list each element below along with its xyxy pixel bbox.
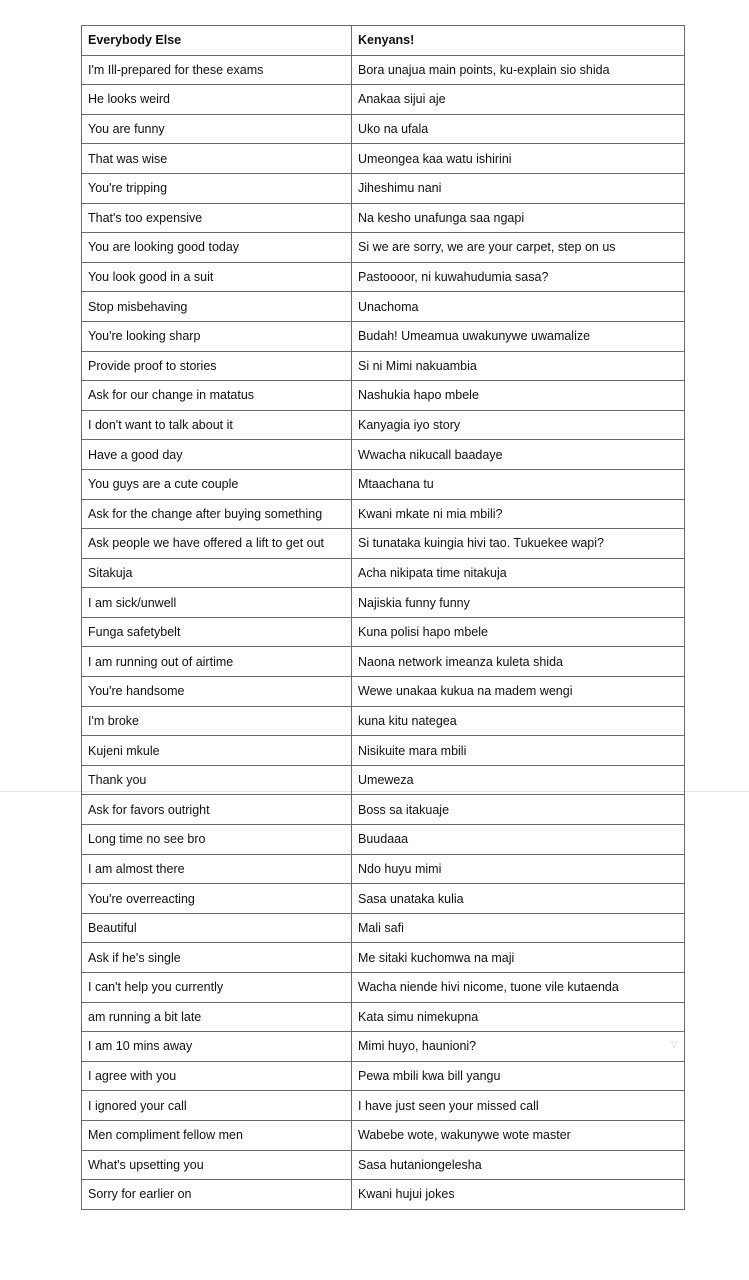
kenyans-cell: Kwani mkate ni mia mbili? <box>352 499 685 529</box>
kenyans-cell: Kata simu nimekupna <box>352 1002 685 1032</box>
everybody-else-cell: You look good in a suit <box>82 262 352 292</box>
table-row <box>82 1002 685 1032</box>
everybody-else-cell: Sorry for earlier on <box>82 1180 352 1210</box>
everybody-else-cell: Long time no see bro <box>82 825 352 855</box>
kenyans-cell: Umeongea kaa watu ishirini <box>352 144 685 174</box>
everybody-else-cell: Ask people we have offered a lift to get out <box>82 529 352 559</box>
table-row <box>82 765 685 795</box>
table-row <box>82 499 685 529</box>
table-row <box>82 795 685 825</box>
kenyans-cell: Mali safi <box>352 913 685 943</box>
kenyans-cell: Boss sa itakuaje <box>352 795 685 825</box>
kenyans-cell: Me sitaki kuchomwa na maji <box>352 943 685 973</box>
everybody-else-cell: am running a bit late <box>82 1002 352 1032</box>
everybody-else-cell: Ask if he's single <box>82 943 352 973</box>
everybody-else-cell: You're handsome <box>82 677 352 707</box>
kenyans-cell: Pewa mbili kwa bill yangu <box>352 1061 685 1091</box>
everybody-else-cell: You're tripping <box>82 173 352 203</box>
everybody-else-cell: Ask for the change after buying something <box>82 499 352 529</box>
everybody-else-cell: You're overreacting <box>82 884 352 914</box>
kenyans-cell: Si tunataka kuingia hivi tao. Tukuekee wapi? <box>352 529 685 559</box>
table-row <box>82 55 685 85</box>
everybody-else-cell: Beautiful <box>82 913 352 943</box>
everybody-else-cell: Stop misbehaving <box>82 292 352 322</box>
kenyans-cell: Anakaa sijui aje <box>352 85 685 115</box>
table-row <box>82 1150 685 1180</box>
kenyans-cell: Mtaachana tu <box>352 469 685 499</box>
kenyans-cell: Sasa hutaniongelesha <box>352 1150 685 1180</box>
kenyans-cell: Jiheshimu nani <box>352 173 685 203</box>
everybody-else-cell: I am almost there <box>82 854 352 884</box>
table-row <box>82 854 685 884</box>
table-row <box>82 558 685 588</box>
table-header-row <box>82 26 685 56</box>
table-row <box>82 321 685 351</box>
kenyans-cell: I have just seen your missed call <box>352 1091 685 1121</box>
everybody-else-cell: Kujeni mkule <box>82 736 352 766</box>
kenyans-cell: Na kesho unafunga saa ngapi <box>352 203 685 233</box>
table-row <box>82 173 685 203</box>
kenyans-cell: Wewe unakaa kukua na madem wengi <box>352 677 685 707</box>
everybody-else-cell: Sitakuja <box>82 558 352 588</box>
table-row <box>82 884 685 914</box>
everybody-else-cell: I agree with you <box>82 1061 352 1091</box>
kenyans-cell: Buudaaa <box>352 825 685 855</box>
everybody-else-cell: I am running out of airtime <box>82 647 352 677</box>
table-row <box>82 469 685 499</box>
header-kenyans: Kenyans! <box>352 26 685 56</box>
everybody-else-cell: I'm broke <box>82 706 352 736</box>
table-row <box>82 1180 685 1210</box>
header-everybody-else: Everybody Else <box>82 26 352 56</box>
kenyans-cell: Kanyagia iyo story <box>352 410 685 440</box>
everybody-else-cell: You are looking good today <box>82 233 352 263</box>
kenyans-cell: Wwacha nikucall baadaye <box>352 440 685 470</box>
kenyans-cell: Mimi huyo, haunioni? <box>352 1032 685 1062</box>
everybody-else-cell: You guys are a cute couple <box>82 469 352 499</box>
kenyans-cell: Umeweza <box>352 765 685 795</box>
kenyans-cell: Wabebe wote, wakunywe wote master <box>352 1120 685 1150</box>
cell-dropdown-indicator-icon: ▽ <box>671 1040 678 1049</box>
kenyans-cell: Pastoooor, ni kuwahudumia sasa? <box>352 262 685 292</box>
kenyans-cell: Budah! Umeamua uwakunywe uwamalize <box>352 321 685 351</box>
table-row <box>82 1091 685 1121</box>
everybody-else-cell: Thank you <box>82 765 352 795</box>
kenyans-cell: Kuna polisi hapo mbele <box>352 617 685 647</box>
table-row <box>82 1032 685 1062</box>
kenyans-cell: Si ni Mimi nakuambia <box>352 351 685 381</box>
table-row <box>82 292 685 322</box>
table-row <box>82 440 685 470</box>
everybody-else-cell: Ask for our change in matatus <box>82 381 352 411</box>
table-row <box>82 617 685 647</box>
table-row <box>82 410 685 440</box>
table-row <box>82 1120 685 1150</box>
everybody-else-cell: That's too expensive <box>82 203 352 233</box>
kenyans-cell: Naona network imeanza kuleta shida <box>352 647 685 677</box>
phrase-comparison-table <box>81 25 685 1210</box>
table-row <box>82 1061 685 1091</box>
everybody-else-cell: What's upsetting you <box>82 1150 352 1180</box>
everybody-else-cell: Men compliment fellow men <box>82 1120 352 1150</box>
table-row <box>82 706 685 736</box>
kenyans-cell: Kwani hujui jokes <box>352 1180 685 1210</box>
kenyans-cell: Nashukia hapo mbele <box>352 381 685 411</box>
kenyans-cell: Nisikuite mara mbili <box>352 736 685 766</box>
everybody-else-cell: I'm Ill-prepared for these exams <box>82 55 352 85</box>
table-row <box>82 85 685 115</box>
kenyans-cell: kuna kitu nategea <box>352 706 685 736</box>
everybody-else-cell: I don't want to talk about it <box>82 410 352 440</box>
everybody-else-cell: Ask for favors outright <box>82 795 352 825</box>
table-row <box>82 736 685 766</box>
table-row <box>82 943 685 973</box>
everybody-else-cell: I ignored your call <box>82 1091 352 1121</box>
table-row <box>82 677 685 707</box>
everybody-else-cell: Have a good day <box>82 440 352 470</box>
kenyans-cell: Acha nikipata time nitakuja <box>352 558 685 588</box>
kenyans-cell: Sasa unataka kulia <box>352 884 685 914</box>
table-row <box>82 114 685 144</box>
table-row <box>82 588 685 618</box>
table-row <box>82 973 685 1003</box>
everybody-else-cell: That was wise <box>82 144 352 174</box>
everybody-else-cell: I am 10 mins away <box>82 1032 352 1062</box>
table-body <box>82 55 685 1209</box>
everybody-else-cell: I can't help you currently <box>82 973 352 1003</box>
table-row <box>82 262 685 292</box>
table-row <box>82 529 685 559</box>
kenyans-cell: Ndo huyu mimi <box>352 854 685 884</box>
everybody-else-cell: I am sick/unwell <box>82 588 352 618</box>
table-row <box>82 144 685 174</box>
everybody-else-cell: You are funny <box>82 114 352 144</box>
everybody-else-cell: Funga safetybelt <box>82 617 352 647</box>
table-row <box>82 351 685 381</box>
kenyans-cell: Wacha niende hivi nicome, tuone vile kutaenda <box>352 973 685 1003</box>
table-row <box>82 203 685 233</box>
kenyans-cell: Uko na ufala <box>352 114 685 144</box>
table-row <box>82 825 685 855</box>
everybody-else-cell: Provide proof to stories <box>82 351 352 381</box>
everybody-else-cell: You're looking sharp <box>82 321 352 351</box>
kenyans-cell: Unachoma <box>352 292 685 322</box>
kenyans-cell: Bora unajua main points, ku-explain sio shida <box>352 55 685 85</box>
table-row <box>82 233 685 263</box>
table-row <box>82 381 685 411</box>
kenyans-cell: Najiskia funny funny <box>352 588 685 618</box>
everybody-else-cell: He looks weird <box>82 85 352 115</box>
kenyans-cell: Si we are sorry, we are your carpet, step on us <box>352 233 685 263</box>
table-row <box>82 913 685 943</box>
table-row <box>82 647 685 677</box>
